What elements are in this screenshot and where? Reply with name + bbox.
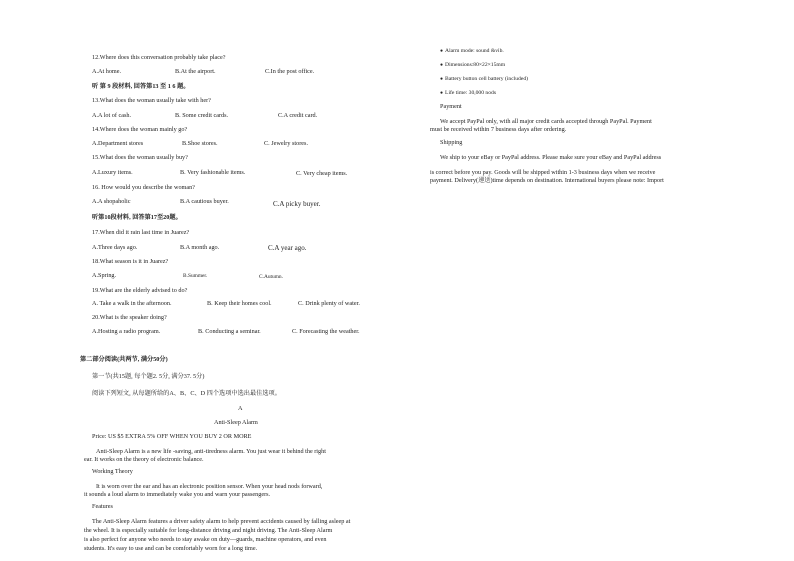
spec-life-time: ● Life time: 30,000 nods	[440, 89, 496, 98]
part-2-section-1: 第一节(共15题, 每个题2. 5分, 满分37. 5分)	[92, 373, 205, 380]
payment-line-1: We accept PayPal only, with all major credit cards accepted through PayPal. Payment	[440, 118, 652, 125]
question-14: 14.Where does the woman mainly go?	[92, 126, 188, 133]
option-16c: C.A picky buyer.	[273, 200, 321, 208]
paragraph-1-line-1: Anti-Sleep Alarm is a new life -saving, anti-tiredness alarm. You just wear it behind the right	[96, 448, 326, 455]
option-12b: B.At the airport.	[175, 68, 216, 75]
paragraph-3-line-3: is also perfect for anyone who needs to stay awake on duty—guards, machine operators, and even	[84, 536, 327, 543]
option-14c: C. Jewelry stores.	[264, 140, 308, 147]
option-16a: A.A shopaholic	[92, 198, 131, 205]
question-13: 13.What does the woman usually take with her?	[92, 97, 211, 104]
option-15b: B. Very fashionable items.	[180, 169, 246, 176]
payment-line-2: must be received within 7 business days after ordering.	[430, 126, 567, 133]
option-13c: C.A credit card.	[278, 112, 318, 119]
option-16b: B.A cautious buyer.	[180, 198, 229, 205]
spec-alarm-mode: ● Alarm mode: sound &vib.	[440, 47, 504, 56]
question-16: 16. How would you describe the woman?	[92, 184, 195, 191]
paragraph-3-line-4: students. It's easy to use and can be comfortably worn for a long time.	[84, 545, 258, 552]
shipping-line-3: payment. Delivery(递送)time depends on destination. International buyers please note: Import	[430, 177, 664, 184]
option-20b: B. Conducting a seminar.	[198, 328, 261, 335]
price-line: Price: US $5 EXTRA 5% OFF WHEN YOU BUY 2 OR MORE	[92, 433, 252, 440]
spec-dimensions: ● Dimensions:80×22×15mm	[440, 61, 505, 70]
option-20a: A.Hosting a radio program.	[92, 328, 161, 335]
option-14b: B.Shoe stores.	[182, 140, 218, 147]
option-12c: C.In the post office.	[265, 68, 315, 75]
question-20: 20.What is the speaker doing?	[92, 314, 167, 321]
section-9-heading: 听 第 9 段材料, 回答第13 至 1 6 题。	[92, 83, 190, 90]
question-18: 18.What season is it in Juarez?	[92, 258, 169, 265]
features-heading: Features	[92, 503, 113, 510]
question-19: 19.What are the elderly advised to do?	[92, 287, 188, 294]
option-17c: C.A year ago.	[268, 244, 307, 252]
option-19b: B. Keep their homes cool.	[207, 300, 272, 307]
option-17b: B.A month ago.	[180, 244, 220, 251]
option-20c: C. Forecasting the weather.	[292, 328, 360, 335]
part-2-instructions: 阅读下列短文, 从每题所给的A、B、C、D 四个选项中选出最佳选项。	[92, 390, 281, 397]
question-15: 15.What does the woman usually buy?	[92, 154, 188, 161]
option-13b: B. Some credit cards.	[175, 112, 229, 119]
working-theory-heading: Working Theory	[92, 468, 133, 475]
option-15c: C. Very cheap items.	[296, 170, 348, 177]
option-13a: A.A lot of cash.	[92, 112, 132, 119]
passage-letter: A	[238, 405, 243, 412]
payment-heading: Payment	[440, 103, 462, 110]
shipping-line-2: is correct before you pay. Goods will be shipped within 1-3 business days when we receive	[430, 169, 656, 176]
option-17a: A.Three days ago.	[92, 244, 138, 251]
option-14a: A.Department stores	[92, 140, 144, 147]
paragraph-2-line-2: it sounds a loud alarm to immediately wake you and warn your passengers.	[84, 491, 271, 498]
paragraph-2-line-1: It is worn over the ear and has an electronic position sensor. When your head nods forward,	[96, 483, 323, 490]
shipping-heading: Shipping	[440, 139, 463, 146]
section-10-heading: 听第10段材料, 回答第17至20题。	[92, 214, 182, 221]
shipping-line-1: We ship to your eBay or PayPal address. Please make sure your eBay and PayPal address	[440, 154, 662, 161]
paragraph-3-line-2: the wheel. It is especially suitable for long-distance driving and night driving. The Anti-Sleep Alarm	[84, 527, 333, 534]
question-12: 12.Where does this conversation probably take place?	[92, 54, 226, 61]
passage-title: Anti-Sleep Alarm	[214, 419, 258, 426]
part-2-heading: 第二部分阅读(共两节, 满分50分)	[80, 356, 168, 363]
option-18c: C.Autumn.	[259, 274, 283, 280]
paragraph-1-line-2: ear. It works on the theory of electronic balance.	[84, 456, 204, 463]
option-15a: A.Luxury items.	[92, 169, 133, 176]
option-19c: C. Drink plenty of water.	[298, 300, 360, 307]
option-12a: A.At home.	[92, 68, 122, 75]
paragraph-3-line-1: The Anti-Sleep Alarm features a driver safety alarm to help prevent accidents caused by falling asleep at	[92, 518, 351, 525]
question-17: 17.When did it rain last time in Juarez?	[92, 229, 190, 236]
option-19a: A. Take a walk in the afternoon.	[92, 300, 172, 307]
spec-battery: ● Battery button cell battery (included)	[440, 75, 528, 84]
option-18a: A.Spring.	[92, 272, 117, 279]
option-18b: B.Summer.	[183, 273, 208, 279]
